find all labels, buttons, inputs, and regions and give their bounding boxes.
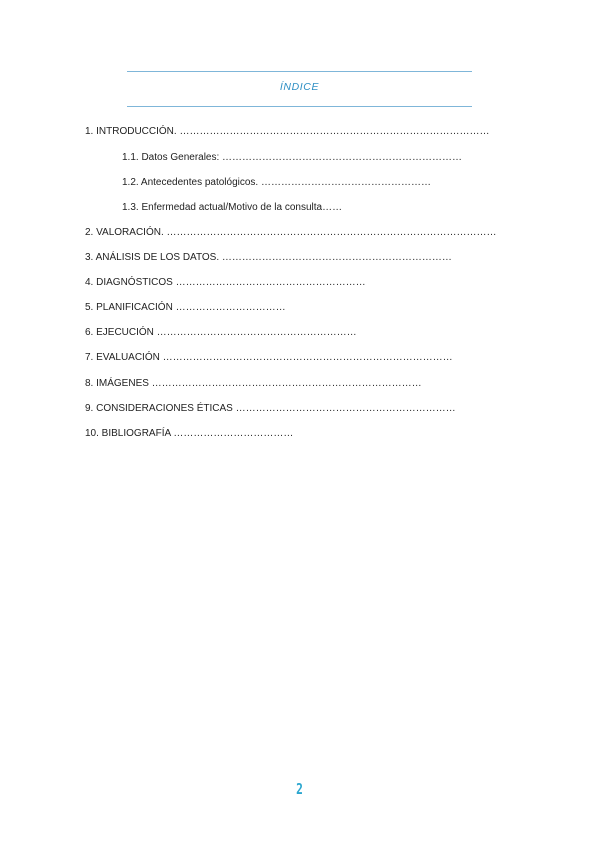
toc-entry-diagnosticos[interactable]: 4. DIAGNÓSTICOS ………………………………………………… <box>85 277 366 288</box>
toc-entry-planificacion[interactable]: 5. PLANIFICACIÓN …………………………… <box>85 302 286 313</box>
toc-entry-bibliografia[interactable]: 10. BIBLIOGRAFÍA ……………………………… <box>85 428 294 439</box>
page-number: 2 <box>296 780 303 798</box>
toc-entry-ejecucion[interactable]: 6. EJECUCIÓN …………………………………………………… <box>85 327 357 338</box>
title-bottom-rule <box>127 106 472 107</box>
toc-entry-evaluacion[interactable]: 7. EVALUACIÓN …………………………………………………………………………… <box>85 352 453 363</box>
toc-entry-introduccion[interactable]: 1. INTRODUCCIÓN. ………………………………………………………………………………… <box>85 126 490 137</box>
toc-entry-enfermedad-actual[interactable]: 1.3. Enfermedad actual/Motivo de la consulta…… <box>122 202 343 213</box>
toc-entry-analisis[interactable]: 3. ANÁLISIS DE LOS DATOS. …………………………………………………………… <box>85 252 452 263</box>
toc-entry-valoracion[interactable]: 2. VALORACIÓN. ……………………………………………………………………………………… <box>85 227 497 238</box>
toc-entry-imagenes[interactable]: 8. IMÁGENES ……………………………………………………………………… <box>85 378 422 389</box>
toc-entry-consideraciones-eticas[interactable]: 9. CONSIDERACIONES ÉTICAS ………………………………………………………… <box>85 403 456 414</box>
toc-title: ÍNDICE <box>279 81 320 93</box>
toc-entry-antecedentes[interactable]: 1.2. Antecedentes patológicos. …………………………………………… <box>122 177 431 188</box>
toc-entry-datos-generales[interactable]: 1.1. Datos Generales: ……………………………………………………………… <box>122 152 463 163</box>
title-top-rule <box>127 71 472 72</box>
